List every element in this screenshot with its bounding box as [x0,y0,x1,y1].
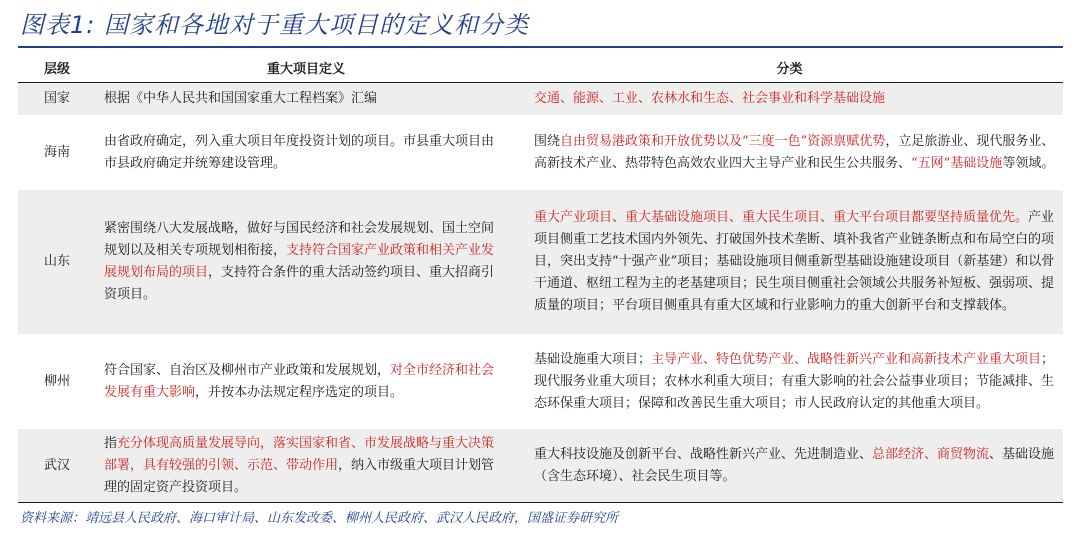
row-category [516,83,1063,116]
body-text: 重大科技设施及创新平台、战略性新兴产业、先进制造业、 [534,446,873,462]
highlighted-text: “五网”基础设施 [911,155,1003,171]
table-row [18,116,1063,190]
body-text: 符合国家、自治区及柳州市产业政策和发展规划， [104,362,391,378]
table-row [18,83,1063,116]
title-rule [18,46,1063,48]
header-category: 分类 [516,52,1063,83]
highlighted-text: 充分体现高质量发展导向，落实国家和省、市发展战略与重大决策部署，具有较强的引领、示范、带动作用 [104,435,495,473]
major-projects-table [18,52,1063,503]
table-row [18,429,1063,503]
body-text: ，并按本办法规定程序选定的项目。 [195,384,404,400]
body-text: 根据《中华人民共和国国家重大工程档案》汇编 [104,91,378,106]
highlighted-text: 主导产业、特色优势产业、战略性新兴产业和高新技术产业重大项目 [651,351,1042,367]
body-text: 由省政府确定，列入重大项目年度投资计划的项目。市县重大项目由市县政府确定并统筹建设管理。 [104,133,495,171]
header-level: 层级 [18,52,96,83]
highlighted-text: 对全市经济和社会发展有重大影响 [104,362,495,400]
highlighted-text: 支持符合国家产业政策和相关产业发展规划布局的项目 [104,243,495,280]
table-row [18,190,1063,335]
body-text: 紧密围绕八大发展战略，做好与国民经济和社会发展规划、国土空间规划以及相关专项规划相衔接， [104,221,495,258]
body-text: ，纳入市级重大项目计划管理的固定资产投资项目。 [104,457,495,495]
highlighted-text: 重大产业项目、重大基础设施项目、重大民生项目、重大平台项目都要坚持质量优先。 [534,210,1029,225]
row-definition [96,83,516,116]
page-title: 图表1: 国家和各地对于重大项目的定义和分类 [20,11,529,39]
row-category [516,335,1063,429]
row-category [516,116,1063,190]
row-definition [96,335,516,429]
row-category [516,429,1063,503]
row-level: 武汉 [18,429,96,503]
row-level: 山东 [18,190,96,335]
body-text: 指 [104,435,118,451]
body-text: ；现代服务业重大项目；农林水利重大项目；有重大影响的社会公益事业项目；节能减排、生态环保重大项目；保障和改善民生重大项目；市人民政府认定的其他重大项目。 [534,351,1055,411]
source-note: 资料来源：靖远县人民政府、海口审计局、山东发改委、柳州人民政府、武汉人民政府，国盛证券研究所 [20,511,619,526]
row-level: 海南 [18,116,96,190]
body-text: 基础设施重大项目； [534,351,652,367]
row-definition [96,190,516,335]
body-text: 产业项目侧重工艺技术国内外领先、打破国外技术垄断、填补我省产业链条断点和布局空白的项目，突出支持“十强产业”项目；基础设施项目侧重新型基础设施建设项目（新基建）和以骨干通道、枢纽工程为主的老基建项目；民生项目侧重社会领域公共服务补短板、强弱项、提质量的项目；平台项目侧重具有重大区域和行业影响力的重大创新平台和支撑载体。 [534,210,1055,313]
body-text: 等领域。 [1002,155,1055,171]
body-text: ，立足旅游业、现代服务业、高新技术产业、热带特色高效农业四大主导产业和民生公共服务、 [534,133,1055,171]
row-level: 柳州 [18,335,96,429]
row-definition [96,429,516,503]
row-category [516,190,1063,335]
table-header-row [18,52,1063,83]
row-level: 国家 [18,83,96,116]
highlighted-text: 总部经济、商贸物流 [872,446,990,462]
body-text: 围绕 [534,133,561,149]
table-row [18,335,1063,429]
header-definition: 重大项目定义 [96,52,516,83]
row-definition [96,116,516,190]
body-text: ，支持符合条件的重大活动签约项目、重大招商引资项目。 [104,265,495,302]
highlighted-text: 自由贸易港政策和开放优势以及“三度一色”资源禀赋优势 [560,133,886,149]
body-text: 、基础设施（含生态环境）、社会民生项目等。 [534,446,1055,484]
highlighted-text: 交通、能源、工业、农林水和生态、社会事业和科学基础设施 [534,91,886,106]
